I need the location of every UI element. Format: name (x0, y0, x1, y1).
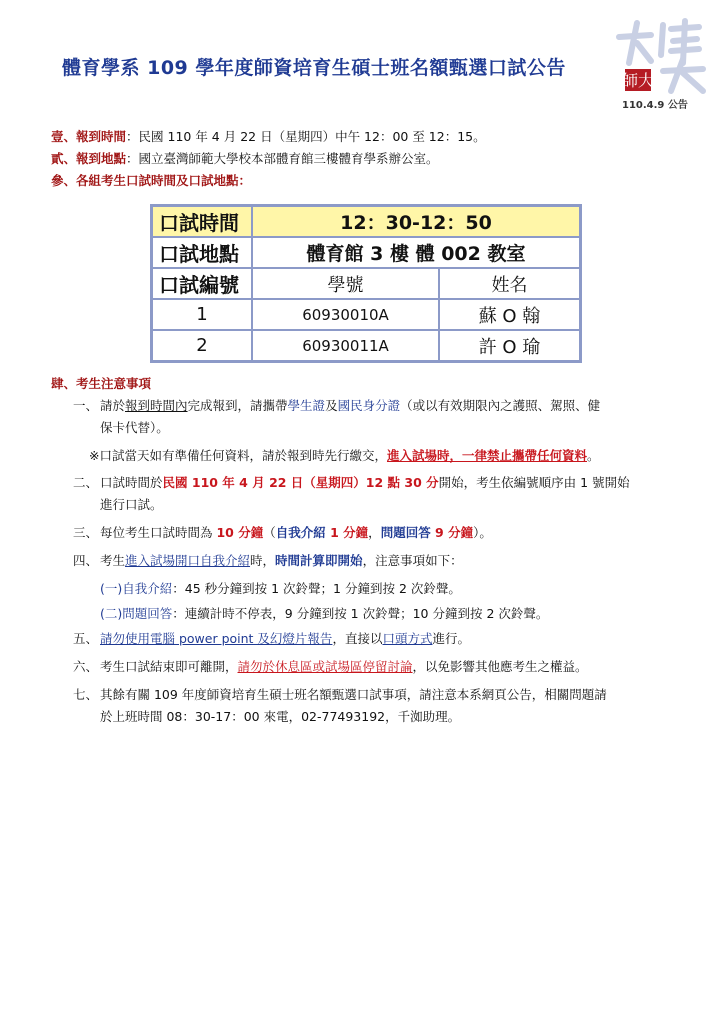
note-text: （ (263, 525, 276, 540)
note-number: 五、 (72, 631, 98, 646)
note-text: 其餘有關 109 年度師資培育生碩士班名額甄選口試事項，請注意本系網頁公告，相關問題請 (100, 687, 607, 702)
table-row (152, 330, 581, 362)
note-number: 四、 (72, 553, 98, 568)
notes-title: 肆、考生注意事項 (51, 376, 152, 391)
note-item-5 (62, 628, 702, 650)
intro-section (51, 126, 691, 192)
intro-row-time (51, 126, 691, 148)
note-warning: 請勿於休息區或試場區停留討論 (237, 659, 413, 674)
note-text: 進行口試。 (100, 497, 163, 512)
note-highlight: 民國 110 年 4 月 22 日（星期四）12 點 30 分 (162, 475, 439, 490)
intro-row-schedule (51, 170, 691, 192)
intro-row-place (51, 148, 691, 170)
note-text: 及 (325, 398, 338, 413)
page-title: 體育學系 109 學年度師資培育生碩士班名額甄選口試公告 (62, 57, 566, 79)
note-highlight: 自我介紹 (122, 581, 173, 596)
note-text: 。 (587, 448, 600, 463)
note-highlight: 自我介紹 (275, 525, 326, 540)
column-header-student-id: 學號 (252, 268, 439, 299)
note-text: 每位考生口試時間為 (100, 525, 217, 540)
note-highlight: 請勿使用電腦 power point 及幻燈片報告 (100, 631, 333, 646)
note-number: 二、 (72, 475, 98, 490)
note-text: ，以免影響其他應考生之權益。 (412, 659, 588, 674)
place-value: 體育館 3 樓 體 002 教室 (252, 237, 581, 268)
note-highlight: 10 分鐘 (216, 525, 264, 540)
note-text: 時， (250, 553, 276, 568)
note-item-6 (62, 656, 702, 678)
note-highlight: 進入試場開口自我介紹 (125, 553, 251, 568)
announcement-date: 110.4.9 公告 (622, 100, 688, 111)
note-highlight: 問題回答 (380, 525, 431, 540)
note-item-7 (62, 684, 702, 728)
note-text: 完成報到，請攜帶 (187, 398, 288, 413)
student-name: 蘇 O 翰 (439, 299, 581, 330)
note-text: 保卡代替）。 (100, 420, 169, 435)
note-item-3 (62, 522, 702, 544)
logo-glyphs: 師大 (621, 71, 655, 90)
note-number: 三、 (72, 525, 98, 540)
time-value: 12：30-12：50 (252, 206, 581, 238)
column-header-name: 姓名 (439, 268, 581, 299)
note-highlight: 學生證 (287, 398, 326, 413)
note-item-1-extra (89, 445, 702, 467)
note-number: 七、 (72, 687, 98, 702)
note-text: ）。 (473, 525, 492, 540)
code-label: 口試編號 (152, 268, 253, 299)
note-text: 進行。 (432, 631, 470, 646)
exam-schedule-table (150, 204, 582, 363)
note-item-2 (62, 472, 702, 516)
intro-label: 壹、報到時間 (51, 129, 127, 144)
note-highlight: 1 分鐘 (325, 525, 369, 540)
note-warning: 進入試場時，一律禁止攜帶任何資料 (386, 448, 587, 463)
note-text: 開始，考生依編號順序由 1 號開始 (438, 475, 630, 490)
intro-label: 貳、報到地點 (51, 151, 127, 166)
note-text: 請於 (100, 398, 126, 413)
note-item-1 (62, 395, 702, 439)
note-subnumber: (二) (100, 606, 123, 621)
note-text: 於上班時間 08：30-17：00 來電，02-77493192，千洳助理。 (100, 709, 461, 724)
student-id: 60930010A (252, 299, 439, 330)
table-row-header (152, 268, 581, 299)
note-text: 口試時間於 (100, 475, 163, 490)
candidate-number: 2 (152, 330, 253, 362)
place-label: 口試地點 (152, 237, 253, 268)
note-item-4-1 (100, 578, 702, 600)
note-number: 六、 (72, 659, 98, 674)
table-row-place (152, 237, 581, 268)
table-row-time (152, 206, 581, 238)
note-text: ，注意事項如下： (362, 553, 463, 568)
note-highlight: 國民身分證 (337, 398, 401, 413)
notes-list (62, 395, 702, 734)
note-text: ※口試當天如有準備任何資料，請於報到時先行繳交， (89, 448, 387, 463)
candidate-number: 1 (152, 299, 253, 330)
note-text: 考生口試結束即可離開， (100, 659, 238, 674)
note-text: （或以有效期限內之護照、駕照、健 (400, 398, 601, 413)
note-text: 考生 (100, 553, 126, 568)
note-text: ：連續計時不停表，9 分鐘到按 1 次鈴聲；10 分鐘到按 2 次鈴聲。 (172, 606, 549, 621)
note-subnumber: (一) (100, 581, 123, 596)
intro-text: ：民國 110 年 4 月 22 日（星期四）中午 12：00 至 12：15。 (126, 129, 486, 144)
student-name: 許 O 瑜 (439, 330, 581, 362)
table-row (152, 299, 581, 330)
note-highlight: 問題回答 (122, 606, 173, 621)
note-item-4 (62, 550, 702, 572)
note-item-4-2 (100, 603, 702, 625)
note-highlight: 時間計算即開始 (275, 553, 363, 568)
note-text: ， (368, 525, 381, 540)
note-highlight: 9 分鐘 (430, 525, 474, 540)
time-label: 口試時間 (152, 206, 253, 238)
note-highlight: 報到時間內 (125, 398, 188, 413)
note-number: 一、 (72, 398, 98, 413)
intro-label: 參、各組考生口試時間及口試地點： (51, 173, 252, 188)
student-id: 60930011A (252, 330, 439, 362)
note-text: ，直接以 (332, 631, 383, 646)
intro-text: ：國立臺灣師範大學校本部體育館三樓體育學系辦公室。 (126, 151, 439, 166)
note-highlight: 口頭方式 (382, 631, 433, 646)
note-text: ：45 秒分鐘到按 1 次鈴聲；1 分鐘到按 2 次鈴聲。 (172, 581, 461, 596)
